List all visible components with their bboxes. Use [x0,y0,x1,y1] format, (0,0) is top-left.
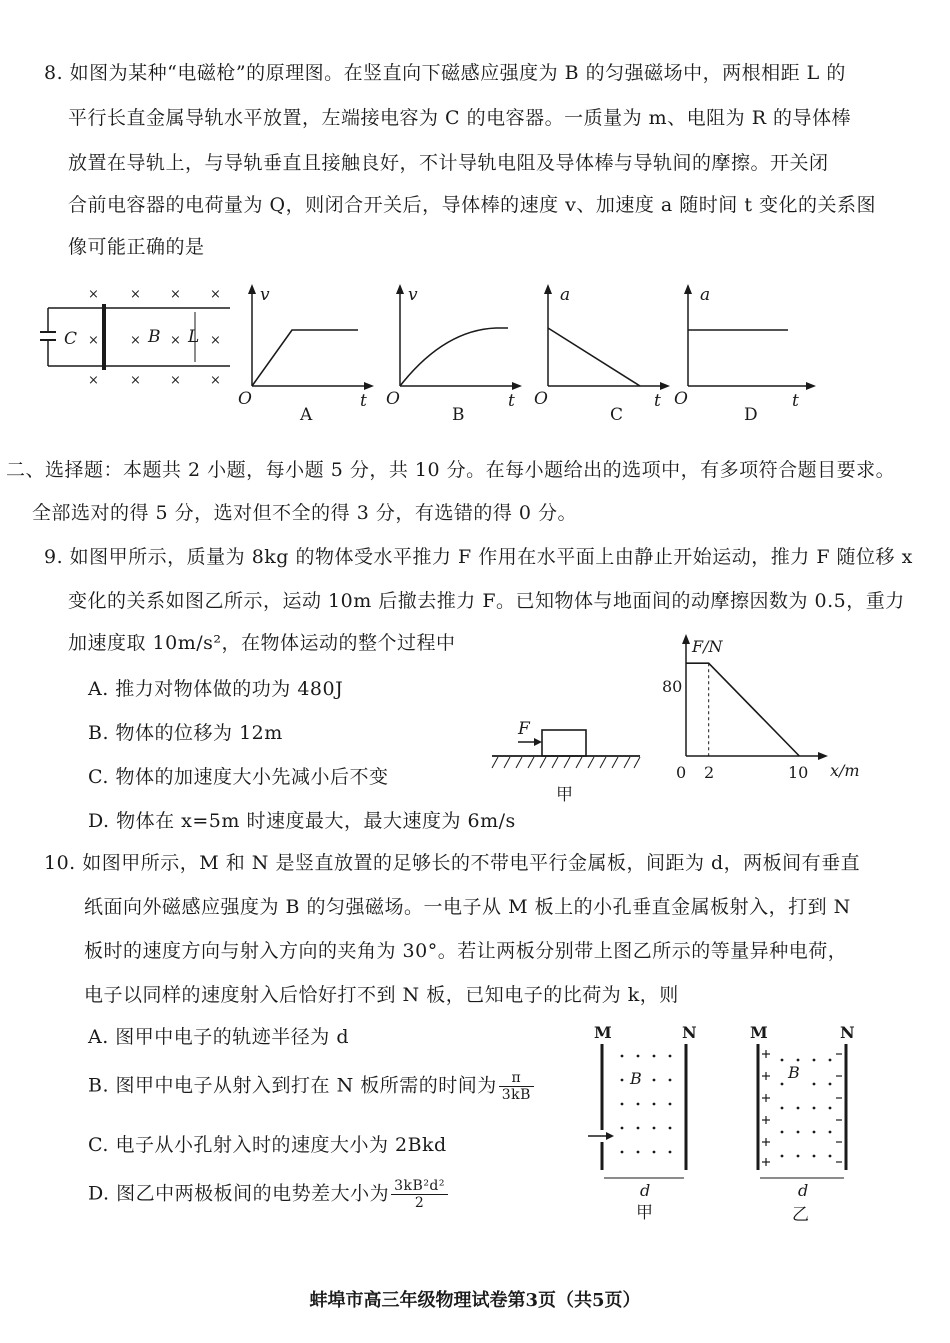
q9-block-figure [488,716,648,808]
q10-line-3: 板时的速度方向与射入方向的夹角为 30°。若让两板分别带上图乙所示的等量异种电荷， [84,940,848,962]
spacing-label: L [188,327,200,347]
q8-rail-circuit-figure [30,282,240,394]
field-cross: × [130,333,141,348]
q10-plates-figure-jia [582,1020,702,1230]
field-label: B [630,1069,642,1088]
field-cross: × [88,373,99,388]
q9-force-displacement-chart [656,630,866,788]
capacitor-label: C [64,329,78,349]
field-cross: × [210,287,221,302]
force-label: F [518,719,530,739]
field-cross: × [130,373,141,388]
field-cross: × [210,373,221,388]
q9-option-a: A. 推力对物体做的功为 480J [88,678,344,700]
fraction-numerator: π [499,1070,534,1087]
q9-option-d: D. 物体在 x=5m 时速度最大，最大速度为 6m/s [88,810,516,832]
chart-y-label: F/N [692,637,723,656]
graph-c-caption: C [610,405,624,425]
q8-graph-b [384,282,524,428]
plate-m-label: M [594,1023,612,1042]
q9-option-b: B. 物体的位移为 12m [88,722,283,744]
fraction-numerator: 3kB²d² [391,1178,448,1195]
chart-x-tick-10: 10 [788,763,809,782]
q10-option-a: A. 图甲中电子的轨迹半径为 d [88,1026,350,1048]
q9-line-3: 加速度取 10m/s²，在物体运动的整个过程中 [68,632,456,654]
conductor-rod [102,304,106,370]
graph-a-curve [252,330,358,386]
q9-option-c: C. 物体的加速度大小先减小后不变 [88,766,389,788]
fig-jia-caption: 甲 [636,1203,653,1223]
q8-line-5: 像可能正确的是 [68,236,205,258]
graph-a-x-label: t [360,391,367,411]
fig-yi-caption: 乙 [792,1205,809,1225]
graph-d-caption: D [744,405,758,425]
q8-line-1: 8. 如图为某种“电磁枪”的原理图。在竖直向下磁感应强度为 B 的匀强磁场中，两根相距 L 的 [44,62,846,84]
fig-jia-caption: 甲 [556,785,573,805]
plate-m-label: M [750,1023,768,1042]
q8-graph-d [672,282,820,428]
field-cross: × [170,287,181,302]
chart-x-tick-2: 2 [704,763,715,782]
graph-a-y-label: v [260,285,270,305]
section2-line-2: 全部选对的得 5 分，选对但不全的得 3 分，有选错的得 0 分。 [32,502,578,524]
q9-line-2: 变化的关系如图乙所示，运动 10m 后撤去推力 F。已知物体与地面间的动摩擦因数为 0.5，重力 [68,590,905,612]
q10-line-2: 纸面向外磁感应强度为 B 的匀强磁场。一电子从 M 板上的小孔垂直金属板射入，打到 N [84,896,851,918]
graph-b-origin: O [386,389,400,409]
block [542,730,586,756]
q8-line-4: 合前电容器的电荷量为 Q，则闭合开关后，导体棒的速度 v、加速度 a 随时间 t 变化的关系图 [68,194,877,216]
graph-d-origin: O [674,389,688,409]
graph-b-caption: B [452,405,465,425]
field-cross: × [210,333,221,348]
graph-d-x-label: t [792,391,799,411]
field-cross: × [88,333,99,348]
fraction-denominator: 3kB [501,1087,531,1103]
q10-option-c: C. 电子从小孔射入时的速度大小为 2Bkd [88,1134,447,1156]
field-cross: × [170,333,181,348]
graph-c-y-label: a [560,285,571,305]
graph-b-curve [400,328,508,386]
chart-series-line [686,663,799,756]
q10-plates-figure-yi [736,1020,866,1230]
q10-option-b-fraction [499,1070,534,1103]
graph-c-x-label: t [654,391,661,411]
graph-d-y-label: a [700,285,711,305]
field-cross: × [130,287,141,302]
q10-option-d-fraction [391,1178,448,1211]
plate-n-label: N [840,1023,855,1042]
graph-c-origin: O [534,389,548,409]
q10-line-4: 电子以同样的速度射入后恰好打不到 N 板，已知电子的比荷为 k，则 [84,984,679,1006]
chart-origin: 0 [676,763,687,782]
field-cross: × [170,373,181,388]
plate-n-label: N [682,1023,697,1042]
field-label: B [788,1063,800,1082]
q8-line-3: 放置在导轨上，与导轨垂直且接触良好，不计导轨电阻及导体棒与导轨间的摩擦。开关闭 [68,152,829,174]
q8-graph-a [236,282,376,428]
q10-option-d-text: D. 图乙中两极板间的电势差大小为 [88,1182,390,1205]
field-cross: × [88,287,99,302]
q10-line-1: 10. 如图甲所示，M 和 N 是竖直放置的足够长的不带电平行金属板，间距为 d，两板间有垂直 [44,852,861,874]
graph-a-caption: A [300,405,313,425]
chart-x-label: x/m [830,761,860,780]
chart-y-tick-80: 80 [662,677,683,696]
graph-b-y-label: v [408,285,418,305]
graph-a-origin: O [238,389,252,409]
q10-option-b-text: B. 图甲中电子从射入到打在 N 板所需的时间为 [88,1074,497,1097]
page-footer: 蚌埠市高三年级物理试卷第3页（共5页） [309,1290,641,1311]
fraction-denominator: 2 [414,1195,425,1211]
section2-line-1: 二、选择题：本题共 2 小题，每小题 5 分，共 10 分。在每小题给出的选项中，有多项符合题目要求。 [6,459,896,481]
q10-option-b [88,1070,534,1103]
field-label: B [148,327,161,347]
graph-b-x-label: t [508,391,515,411]
gap-label: d [640,1181,651,1200]
q8-graph-c [532,282,672,428]
q9-line-1: 9. 如图甲所示，质量为 8kg 的物体受水平推力 F 作用在水平面上由静止开始运动，推力 F 随位移 x [44,546,913,568]
graph-c-curve [548,328,640,386]
q8-line-2: 平行长直金属导轨水平放置，左端接电容为 C 的电容器。一质量为 m、电阻为 R 的导体棒 [68,107,852,129]
gap-label: d [798,1181,809,1200]
q10-option-d [88,1178,448,1211]
